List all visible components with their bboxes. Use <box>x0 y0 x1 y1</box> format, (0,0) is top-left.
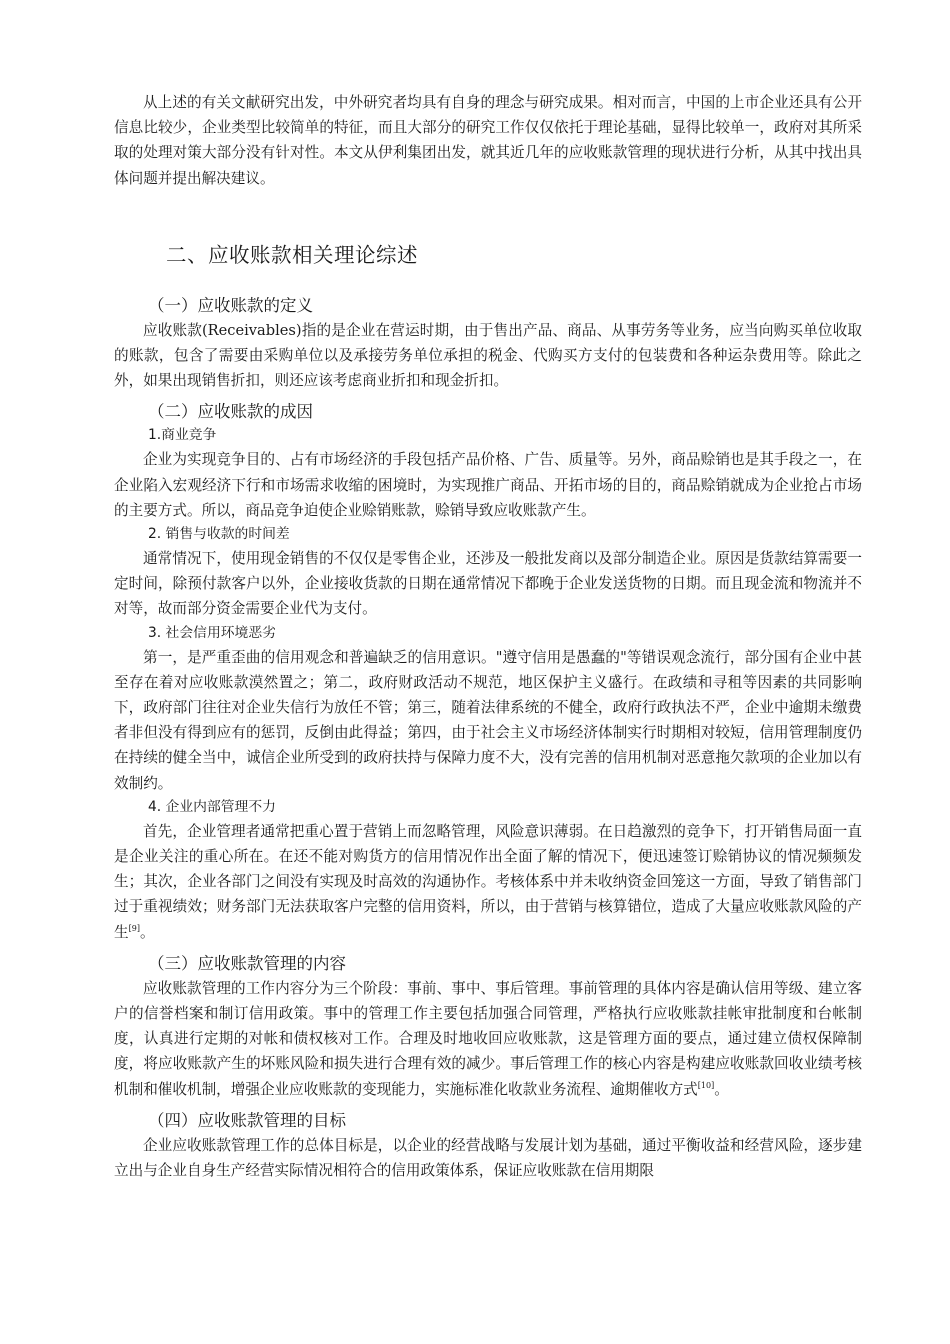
subsection-goal-title: （四）应收账款管理的目标 <box>148 1110 346 1130</box>
cause-4-tail: 。 <box>139 923 155 941</box>
section-title: 二、应收账款相关理论综述 <box>166 242 418 267</box>
cause-1-paragraph: 企业为实现竞争目的、占有市场经济的手段包括产品价格、广告、质量等。另外，商品赊销也是其手段之一，在企业陷入宏观经济下行和市场需求收缩的困境时，为实现推广商品、开拓市场的目的，商品赊销就成为企业抢占市场的主要方式。所以，商品竞争迫使企业赊销账款，赊销导致应收账款产生。 <box>114 451 862 519</box>
cause-3-paragraph: 第一，是严重歪曲的信用观念和普遍缺乏的信用意识。"遵守信用是愚蠢的"等错误观念流行，部分国有企业中甚至存在着对应收账款漠然置之；第二，政府财政活动不规范，地区保护主义盛行。在政绩和寻租等因素的共同影响下，政府部门往往对企业失信行为放任不管；第三，随着法律系统的不健全，政府行政执法不严，企业中逾期未缴费者非但没有得到应有的惩罚，反倒由此得益；第四，由于社会主义市场经济体制实行时期相对较短，信用管理制度仍在持续的健全当中，诚信企业所受到的政府扶持与保障力度不大，没有完善的信用机制对恶意拖欠款项的企业加以有效制约。 <box>114 648 862 792</box>
cause-4-paragraph <box>114 819 862 945</box>
citation-10: [10] <box>697 1080 715 1090</box>
document-page <box>114 90 862 1183</box>
cause-4-text: 首先，企业管理者通常把重心置于营销上而忽略管理，风险意识薄弱。在日趋激烈的竞争下，打开销售局面一直是企业关注的重心所在。在还不能对购货方的信用情况作出全面了解的情况下，便迅速签订赊销协议的情况频频发生；其次，企业各部门之间没有实现及时高效的沟通协作。考核体系中并未收纳资金回笼这一方面，导致了销售部门过于重视绩效；财务部门无法获取客户完整的信用资料，所以，由于营销与核算错位，造成了大量应收账款风险的产生 <box>114 822 862 941</box>
intro-paragraph: 从上述的有关文献研究出发，中外研究者均具有自身的理念与研究成果。相对而言，中国的上市企业还具有公开信息比较少，企业类型比较简单的特征，而且大部分的研究工作仅仅依托于理论基础，显得比较单一，政府对其所采取的处理对策大部分没有针对性。本文从伊利集团出发，就其近几年的应收账款管理的现状进行分析，从其中找出具体问题并提出解决建议。 <box>114 94 862 187</box>
goal-paragraph: 企业应收账款管理工作的总体目标是，以企业的经营战略与发展计划为基础，通过平衡收益和经营风险，逐步建立出与企业自身生产经营实际情况相符合的信用政策体系，保证应收账款在信用期限 <box>114 1136 862 1180</box>
subsection-definition-title: （一）应收账款的定义 <box>148 295 313 315</box>
content-tail: 。 <box>714 1080 729 1098</box>
definition-paragraph: 应收账款(Receivables)指的是企业在营运时期，由于售出产品、商品、从事劳务等业务，应当向购买单位收取的账款，包含了需要由采购单位以及承接劳务单位承担的税金、代购买方支付的包装费和各种运杂费用等。除此之外，如果出现销售折扣，则还应该考虑商业折扣和现金折扣。 <box>114 321 862 390</box>
subsection-content-title: （三）应收账款管理的内容 <box>148 953 346 973</box>
content-paragraph <box>114 976 862 1102</box>
cause-1-heading: 1.商业竞争 <box>148 427 217 444</box>
cause-2-paragraph: 通常情况下，使用现金销售的不仅仅是零售企业，还涉及一般批发商以及部分制造企业。原因是货款结算需要一定时间，除预付款客户以外，企业接收货款的日期在通常情况下都晚于企业发送货物的日期。而且现金流和物流并不对等，故而部分资金需要企业代为支付。 <box>114 550 862 618</box>
cause-4-heading: 4. 企业内部管理不力 <box>148 798 276 815</box>
cause-3-heading: 3. 社会信用环境恶劣 <box>148 624 276 641</box>
citation-9: [9] <box>128 923 140 933</box>
subsection-causes-title: （二）应收账款的成因 <box>148 402 313 422</box>
cause-2-heading: 2. 销售与收款的时间差 <box>148 526 290 543</box>
content-text: 应收账款管理的工作内容分为三个阶段：事前、事中、事后管理。事前管理的具体内容是确认信用等级、建立客户的信誉档案和制订信用政策。事中的管理工作主要包括加强合同管理，严格执行应收账款挂帐审批制度和台帐制度，认真进行定期的对帐和债权核对工作。合理及时地收回应收账款，这是管理方面的要点，通过建立债权保障制度，将应收账款产生的坏账风险和损失进行合理有效的减少。事后管理工作的核心内容是构建应收账款回收业绩考核机制和催收机制，增强企业应收账款的变现能力，实施标准化收款业务流程、逾期催收方式 <box>114 979 862 1098</box>
